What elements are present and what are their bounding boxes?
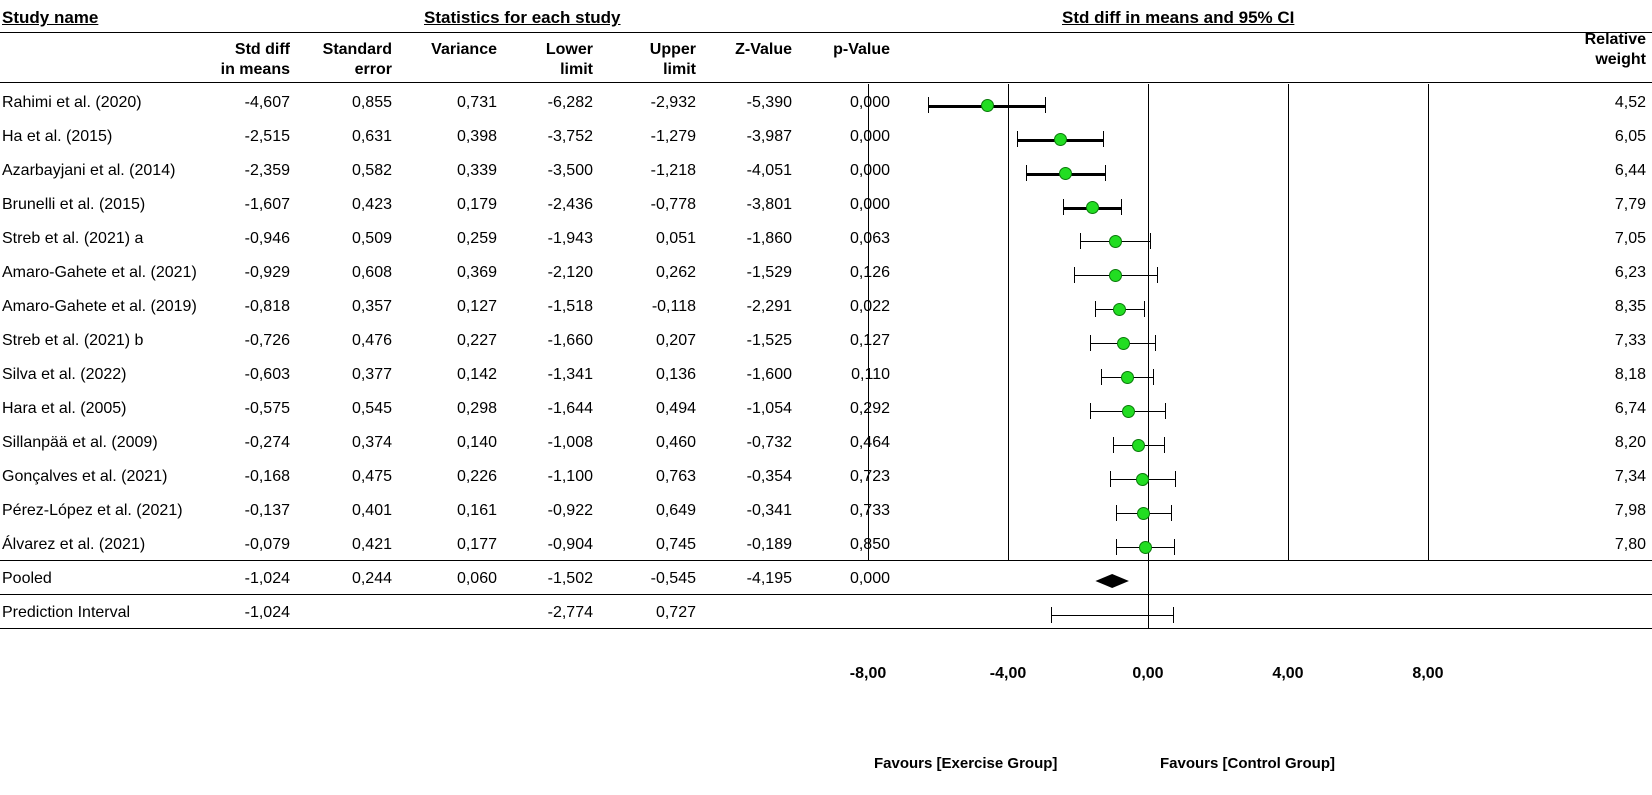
table-row [0, 394, 890, 428]
table-row [0, 360, 890, 394]
table-cell-p-value: 0,063 [849, 230, 890, 247]
table-cell-lower-limit: -1,943 [547, 230, 593, 247]
table-cell-p-value: 0,733 [849, 502, 890, 519]
table-row [0, 462, 890, 496]
table-cell-lower-limit: -1,502 [547, 570, 593, 587]
ci-end-cap [1175, 471, 1176, 487]
table-cell-study-name: Prediction Interval [2, 604, 131, 621]
table-cell-std-diff: -2,359 [244, 162, 290, 179]
axis-line-minus4 [1008, 84, 1009, 560]
group-header-study-name: Study name [2, 8, 99, 27]
axis-line-plus4 [1288, 84, 1289, 560]
table-cell-study-name: Álvarez et al. (2021) [2, 536, 146, 553]
ci-end-cap [1074, 267, 1075, 283]
ci-end-cap [1165, 403, 1166, 419]
table-cell-z-value: -1,054 [746, 400, 792, 417]
column-header-lower-limit [546, 40, 593, 80]
table-cell-relative-weight: 8,20 [1614, 434, 1646, 451]
ci-end-cap [1017, 131, 1018, 147]
table-row [0, 88, 890, 122]
table-cell-variance: 0,140 [456, 434, 497, 451]
group-header-forest: Std diff in means and 95% CI [1062, 8, 1295, 27]
table-cell-variance: 0,060 [456, 570, 497, 587]
ci-end-cap [1063, 199, 1064, 215]
table-cell-z-value: -1,600 [746, 366, 792, 383]
table-cell-lower-limit: -3,500 [547, 162, 593, 179]
column-header-std-diff-line1: Std diff [234, 41, 290, 58]
ci-end-cap [1101, 369, 1102, 385]
table-row [0, 564, 890, 598]
table-cell-z-value: -0,354 [746, 468, 792, 485]
table-cell-variance: 0,161 [456, 502, 497, 519]
table-cell-p-value: 0,126 [849, 264, 890, 281]
ci-end-cap [1150, 233, 1151, 249]
effect-size-marker [1086, 201, 1099, 214]
ci-end-cap [1171, 505, 1172, 521]
column-header-lower-limit-line2: limit [560, 61, 593, 78]
ci-end-cap [1103, 131, 1104, 147]
axis-line-plus8 [1428, 84, 1429, 560]
ci-end-cap [1090, 403, 1091, 419]
table-cell-std-diff: -4,607 [244, 94, 290, 111]
table-cell-upper-limit: 0,745 [655, 536, 696, 553]
ci-end-cap [1164, 437, 1165, 453]
table-cell-lower-limit: -0,922 [547, 502, 593, 519]
ci-end-cap [1157, 267, 1158, 283]
table-cell-relative-weight: 6,44 [1614, 162, 1646, 179]
table-cell-relative-weight: 7,05 [1614, 230, 1646, 247]
column-header-p-value-line1: p-Value [833, 41, 890, 58]
table-cell-study-name: Amaro-Gahete et al. (2021) [2, 264, 197, 281]
table-cell-z-value: -4,195 [746, 570, 792, 587]
table-cell-p-value: 0,723 [849, 468, 890, 485]
ci-end-cap [1116, 539, 1117, 555]
table-cell-std-diff: -0,575 [244, 400, 290, 417]
ci-end-cap [1155, 335, 1156, 351]
table-cell-lower-limit: -1,341 [547, 366, 593, 383]
table-cell-standard-error: 0,509 [351, 230, 392, 247]
prediction-interval-line [1051, 615, 1174, 616]
table-cell-z-value: -0,189 [746, 536, 792, 553]
favours-exercise-label: Favours [Exercise Group] [874, 755, 1058, 772]
table-cell-std-diff: -0,168 [244, 468, 290, 485]
table-cell-study-name: Sillanpää et al. (2009) [2, 434, 158, 451]
table-cell-z-value: -5,390 [746, 94, 792, 111]
table-cell-p-value: 0,464 [849, 434, 890, 451]
table-row [0, 292, 890, 326]
table-cell-lower-limit: -0,904 [547, 536, 593, 553]
table-cell-variance: 0,259 [456, 230, 497, 247]
table-row [0, 326, 890, 360]
table-cell-standard-error: 0,631 [351, 128, 392, 145]
axis-tick-zero: 0,00 [1132, 665, 1164, 682]
effect-size-marker [981, 99, 994, 112]
table-cell-study-name: Ha et al. (2015) [2, 128, 113, 145]
table-cell-variance: 0,398 [456, 128, 497, 145]
table-cell-relative-weight: 6,23 [1614, 264, 1646, 281]
table-cell-upper-limit: 0,494 [655, 400, 696, 417]
table-cell-p-value: 0,000 [849, 162, 890, 179]
ci-end-cap [1105, 165, 1106, 181]
table-cell-study-name: Pooled [2, 570, 52, 587]
ci-end-cap [1110, 471, 1111, 487]
favours-control-label: Favours [Control Group] [1160, 755, 1335, 772]
table-cell-variance: 0,339 [456, 162, 497, 179]
table-cell-z-value: -4,051 [746, 162, 792, 179]
column-header-standard-error-line1: Standard [322, 41, 392, 58]
column-header-relative-weight [1585, 30, 1646, 70]
effect-size-marker [1059, 167, 1072, 180]
ci-end-cap [1080, 233, 1081, 249]
ci-end-cap [1095, 301, 1096, 317]
column-header-upper-limit-line2: limit [663, 61, 696, 78]
table-cell-standard-error: 0,421 [351, 536, 392, 553]
table-cell-standard-error: 0,423 [351, 196, 392, 213]
table-cell-upper-limit: 0,262 [655, 264, 696, 281]
table-cell-upper-limit: 0,136 [655, 366, 696, 383]
table-cell-p-value: 0,000 [849, 570, 890, 587]
table-row [0, 428, 890, 462]
table-cell-standard-error: 0,582 [351, 162, 392, 179]
table-cell-std-diff: -2,515 [244, 128, 290, 145]
ci-end-cap [1144, 301, 1145, 317]
table-cell-std-diff: -0,079 [244, 536, 290, 553]
effect-size-marker [1121, 371, 1134, 384]
ci-end-cap [928, 97, 929, 113]
table-cell-upper-limit: -1,279 [650, 128, 696, 145]
table-cell-lower-limit: -2,120 [547, 264, 593, 281]
table-cell-lower-limit: -1,008 [547, 434, 593, 451]
table-cell-upper-limit: 0,460 [655, 434, 696, 451]
table-cell-std-diff: -0,137 [244, 502, 290, 519]
table-cell-variance: 0,227 [456, 332, 497, 349]
table-cell-study-name: Rahimi et al. (2020) [2, 94, 142, 111]
table-cell-upper-limit: -0,778 [650, 196, 696, 213]
column-header-variance [431, 40, 497, 60]
axis-tick-plus8: 8,00 [1412, 665, 1444, 682]
table-cell-lower-limit: -2,774 [547, 604, 593, 621]
column-header-upper-limit-line1: Upper [649, 41, 696, 58]
ci-end-cap [1045, 97, 1046, 113]
table-row [0, 224, 890, 258]
table-cell-std-diff: -0,818 [244, 298, 290, 315]
table-cell-standard-error: 0,401 [351, 502, 392, 519]
table-cell-variance: 0,179 [456, 196, 497, 213]
effect-size-marker [1122, 405, 1135, 418]
table-cell-upper-limit: -2,932 [650, 94, 696, 111]
table-cell-lower-limit: -1,660 [547, 332, 593, 349]
table-row [0, 598, 860, 632]
table-cell-p-value: 0,022 [849, 298, 890, 315]
ci-end-cap [1051, 607, 1052, 623]
column-header-lower-limit-line1: Lower [545, 41, 593, 58]
table-cell-upper-limit: 0,763 [655, 468, 696, 485]
table-cell-standard-error: 0,475 [351, 468, 392, 485]
ci-end-cap [1026, 165, 1027, 181]
table-cell-relative-weight: 7,80 [1614, 536, 1646, 553]
table-cell-lower-limit: -1,100 [547, 468, 593, 485]
table-cell-relative-weight: 8,35 [1614, 298, 1646, 315]
table-cell-std-diff: -0,726 [244, 332, 290, 349]
ci-end-cap [1121, 199, 1122, 215]
table-cell-lower-limit: -1,644 [547, 400, 593, 417]
effect-size-marker [1132, 439, 1145, 452]
group-header-statistics: Statistics for each study [424, 8, 621, 27]
table-row [0, 190, 890, 224]
effect-size-marker [1109, 235, 1122, 248]
table-cell-study-name: Pérez-López et al. (2021) [2, 502, 183, 519]
table-cell-variance: 0,142 [456, 366, 497, 383]
table-cell-variance: 0,731 [456, 94, 497, 111]
pooled-diamond [1095, 574, 1128, 588]
ci-end-cap [1153, 369, 1154, 385]
ci-end-cap [1113, 437, 1114, 453]
table-cell-relative-weight: 7,33 [1614, 332, 1646, 349]
table-cell-relative-weight: 6,74 [1614, 400, 1646, 417]
effect-size-marker [1139, 541, 1152, 554]
table-cell-std-diff: -0,929 [244, 264, 290, 281]
table-cell-std-diff: -0,603 [244, 366, 290, 383]
table-cell-upper-limit: -1,218 [650, 162, 696, 179]
axis-tick-minus4: -4,00 [989, 665, 1027, 682]
table-cell-p-value: 0,000 [849, 128, 890, 145]
table-cell-relative-weight: 8,18 [1614, 366, 1646, 383]
table-cell-variance: 0,298 [456, 400, 497, 417]
table-cell-relative-weight: 4,52 [1614, 94, 1646, 111]
table-row [0, 122, 890, 156]
effect-size-marker [1109, 269, 1122, 282]
table-cell-p-value: 0,110 [851, 366, 890, 383]
table-cell-z-value: -2,291 [746, 298, 792, 315]
table-cell-upper-limit: -0,545 [650, 570, 696, 587]
axis-tick-minus8: -8,00 [849, 665, 887, 682]
table-cell-upper-limit: 0,727 [655, 604, 696, 621]
table-cell-p-value: 0,127 [849, 332, 890, 349]
table-cell-std-diff: -0,946 [244, 230, 290, 247]
table-cell-z-value: -1,525 [746, 332, 792, 349]
table-cell-p-value: 0,000 [849, 196, 890, 213]
table-cell-study-name: Amaro-Gahete et al. (2019) [2, 298, 197, 315]
table-cell-standard-error: 0,244 [351, 570, 392, 587]
table-cell-standard-error: 0,545 [351, 400, 392, 417]
table-cell-upper-limit: 0,207 [655, 332, 696, 349]
table-cell-z-value: -1,529 [746, 264, 792, 281]
table-cell-lower-limit: -3,752 [547, 128, 593, 145]
table-cell-z-value: -0,732 [746, 434, 792, 451]
table-cell-standard-error: 0,855 [351, 94, 392, 111]
axis-tick-plus4: 4,00 [1272, 665, 1304, 682]
table-cell-relative-weight: 6,05 [1614, 128, 1646, 145]
table-cell-variance: 0,369 [456, 264, 497, 281]
table-cell-p-value: 0,292 [849, 400, 890, 417]
column-header-relative-weight-line1: Relative [1584, 31, 1646, 48]
ci-end-cap [1090, 335, 1091, 351]
table-cell-z-value: -3,987 [746, 128, 792, 145]
table-cell-study-name: Brunelli et al. (2015) [2, 196, 146, 213]
table-cell-variance: 0,226 [456, 468, 497, 485]
table-cell-relative-weight: 7,98 [1614, 502, 1646, 519]
table-cell-std-diff: -0,274 [244, 434, 290, 451]
column-header-z-value-line1: Z-Value [735, 41, 792, 58]
table-cell-p-value: 0,000 [849, 94, 890, 111]
effect-size-marker [1117, 337, 1130, 350]
column-header-standard-error [323, 40, 392, 80]
table-cell-p-value: 0,850 [849, 536, 890, 553]
column-header-upper-limit [650, 40, 696, 80]
table-cell-standard-error: 0,476 [351, 332, 392, 349]
table-cell-standard-error: 0,608 [351, 264, 392, 281]
ci-end-cap [1174, 539, 1175, 555]
table-cell-std-diff: -1,024 [244, 604, 290, 621]
table-cell-study-name: Hara et al. (2005) [2, 400, 127, 417]
column-header-standard-error-line2: error [354, 61, 392, 78]
table-cell-variance: 0,127 [456, 298, 497, 315]
table-cell-upper-limit: 0,649 [655, 502, 696, 519]
table-cell-lower-limit: -6,282 [547, 94, 593, 111]
table-cell-study-name: Streb et al. (2021) b [2, 332, 144, 349]
table-cell-study-name: Streb et al. (2021) a [2, 230, 144, 247]
table-row [0, 496, 890, 530]
effect-size-marker [1113, 303, 1126, 316]
table-cell-standard-error: 0,377 [351, 366, 392, 383]
table-cell-variance: 0,177 [456, 536, 497, 553]
column-header-relative-weight-line2: weight [1595, 51, 1646, 68]
column-header-z-value [735, 40, 792, 60]
table-cell-std-diff: -1,024 [244, 570, 290, 587]
effect-size-marker [1054, 133, 1067, 146]
forest-plot [849, 0, 1500, 795]
table-cell-standard-error: 0,357 [351, 298, 392, 315]
table-cell-standard-error: 0,374 [351, 434, 392, 451]
table-cell-z-value: -3,801 [746, 196, 792, 213]
column-header-variance-line1: Variance [431, 41, 497, 58]
table-cell-z-value: -0,341 [746, 502, 792, 519]
column-header-std-diff [221, 40, 290, 80]
column-header-std-diff-line2: in means [220, 61, 290, 78]
table-cell-study-name: Gonçalves et al. (2021) [2, 468, 168, 485]
table-cell-z-value: -1,860 [746, 230, 792, 247]
ci-end-cap [1116, 505, 1117, 521]
table-row [0, 530, 890, 564]
axis-line-minus8 [868, 84, 869, 560]
ci-end-cap [1173, 607, 1174, 623]
statistics-table [0, 88, 890, 632]
table-row [0, 156, 890, 190]
table-cell-upper-limit: -0,118 [651, 298, 696, 315]
table-cell-lower-limit: -2,436 [547, 196, 593, 213]
table-row [0, 258, 890, 292]
table-cell-relative-weight: 7,34 [1614, 468, 1646, 485]
table-cell-upper-limit: 0,051 [655, 230, 696, 247]
table-cell-lower-limit: -1,518 [547, 298, 593, 315]
table-cell-std-diff: -1,607 [244, 196, 290, 213]
table-cell-relative-weight: 7,79 [1614, 196, 1646, 213]
table-cell-study-name: Silva et al. (2022) [2, 366, 127, 383]
table-cell-study-name: Azarbayjani et al. (2014) [2, 162, 176, 179]
